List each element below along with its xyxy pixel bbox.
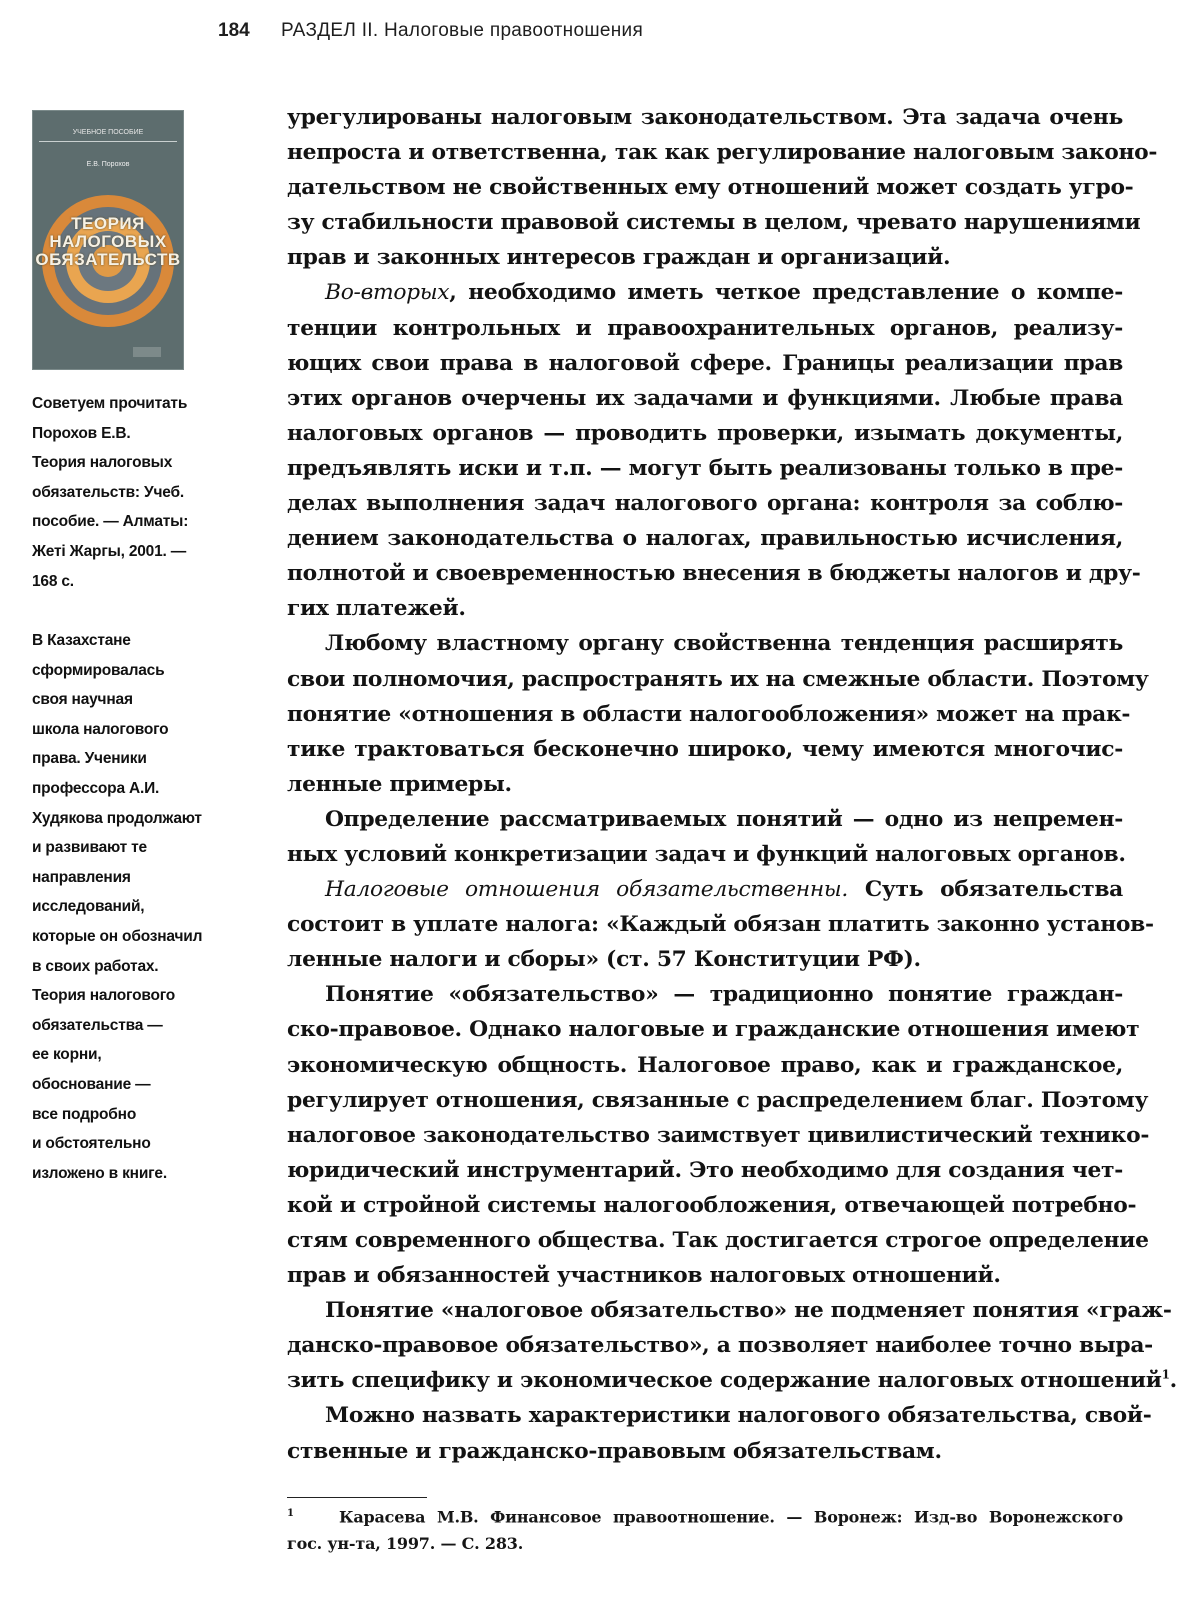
sidebar-line: и развивают те (32, 839, 147, 857)
sidebar-line: ее корни, (32, 1046, 102, 1064)
sidebar-line: обоснование — (32, 1075, 151, 1093)
sidebar-line: права. Ученики (32, 750, 147, 768)
body-line: налоговое законодательство заимствует цивилистический технико- (287, 1122, 1150, 1148)
footnote-text: Карасева М.В. Финансовое правоотношение. — Воронеж: Изд-во Воронежского (339, 1507, 1123, 1527)
sidebar-line: В Казахстане (32, 632, 131, 649)
body-line (287, 1363, 1177, 1398)
sidebar-line: сформировалась (32, 661, 165, 679)
sidebar-line: Порохов Е.В. (32, 424, 131, 442)
sidebar-line: все подробно (32, 1105, 137, 1123)
body-line: состоит в уплате налога: «Каждый обязан платить законно установ- (287, 912, 1154, 938)
body-line: экономическую общность. Налоговое право, как и гражданское, (287, 1052, 1123, 1078)
body-line-text: зить специфику и экономическое содержание налоговых отношений (287, 1368, 1162, 1394)
sidebar-line: в своих работах. (32, 957, 159, 975)
sidebar-line: изложено в книге. (32, 1164, 167, 1182)
sidebar-line: пособие. — Алматы: (32, 513, 189, 531)
sidebar-recommendation (32, 389, 252, 596)
body-line: Любому властному органу свойственна тенденция расширять (325, 631, 1123, 657)
sidebar-line: Теория налогового (32, 987, 176, 1005)
footnote-line (287, 1500, 1123, 1530)
body-line: ных условий конкретизации задач и функций налоговых органов. (287, 841, 1126, 867)
cover-title-line: НАЛОГОВЫХ (49, 232, 167, 251)
page-number: 184 (218, 20, 250, 41)
sidebar-line: Советуем прочитать (32, 395, 188, 412)
body-line: Определение рассматриваемых понятий — одно из непремен- (325, 806, 1123, 832)
sidebar-note (32, 626, 252, 1188)
body-line: свои полномочия, распространять их на смежные области. Поэтому (287, 666, 1149, 692)
cover-series: УЧЕБНОЕ ПОСОБИЕ (72, 129, 144, 136)
cover-author: Е.В. Порохов (86, 161, 130, 168)
main-text (287, 100, 1177, 1469)
sidebar-line: Жетi Жаргы, 2001. — (32, 542, 187, 560)
body-line: гих платежей. (287, 596, 466, 622)
body-line: непроста и ответственна, так как регулирование налоговым законо- (287, 140, 1158, 166)
body-line: ленные налоги и сборы» (ст. 57 Конституции РФ). (287, 947, 921, 973)
sidebar-line: 168 с. (32, 572, 74, 590)
body-line: ющих свои права в налоговой сфере. Границы реализации прав (287, 350, 1123, 376)
footnote-line: гос. ун-та, 1997. — С. 283. (287, 1534, 524, 1554)
body-line: регулирует отношения, связанные с распределением благ. Поэтому (287, 1087, 1149, 1113)
emphasis: Налоговые отношения обязательственны. (325, 877, 848, 903)
body-line: стям современного общества. Так достигается строгое определение (287, 1228, 1149, 1253)
sidebar-line: исследований, (32, 898, 145, 916)
body-line: Понятие «налоговое обязательство» не подменяет понятия «граж- (325, 1298, 1172, 1324)
footnote-divider (287, 1497, 427, 1498)
cover-title-line: ТЕОРИЯ (71, 214, 145, 233)
body-line: тенции контрольных и правоохранительных органов, реализу- (287, 315, 1123, 341)
body-line: кой и стройной системы налогообложения, отвечающей потребно- (287, 1192, 1137, 1218)
body-line-text: , необходимо иметь четкое представление о компе- (449, 280, 1123, 306)
book-cover-image (32, 110, 184, 370)
body-line: дательством не свойственных ему отношений может создать угро- (287, 175, 1134, 201)
body-line: предъявлять иски и т.п. — могут быть реализованы только в пре- (287, 455, 1123, 481)
body-line: делах выполнения задач налогового органа: контроля за соблю- (287, 491, 1123, 517)
body-line: зу стабильности правовой системы в целом, чревато нарушениями (287, 210, 1141, 236)
sidebar-line: направления (32, 868, 131, 886)
sidebar-line: профессора А.И. (32, 779, 160, 797)
sidebar-line: Худякова продолжают (32, 809, 202, 827)
sidebar-line: обязательства — (32, 1016, 163, 1034)
footnote-marker: 1 (287, 1508, 294, 1519)
footnote (287, 1500, 1123, 1557)
body-line: юридический инструментарий. Это необходимо для создания чет- (287, 1157, 1123, 1183)
cover-title-line: ОБЯЗАТЕЛЬСТВ (35, 250, 181, 269)
body-line: полнотой и своевременностью внесения в бюджеты налогов и дру- (287, 561, 1141, 587)
body-line: Можно назвать характеристики налогового обязательства, свой- (325, 1403, 1152, 1429)
section-title: РАЗДЕЛ II. Налоговые правоотношения (280, 20, 644, 41)
sidebar-line: школа налогового (32, 720, 169, 738)
sidebar-line: которые он обозначил (32, 927, 203, 945)
body-line: прав и обязанностей участников налоговых отношений. (287, 1263, 1001, 1289)
body-line: тике трактоваться бесконечно широко, чему имеются многочис- (287, 736, 1123, 762)
body-line: Понятие «обязательство» — традиционно понятие граждан- (325, 982, 1123, 1008)
body-line: дением законодательства о налогах, правильностью исчисления, (287, 526, 1123, 552)
body-line: данско-правовое обязательство», а позволяет наиболее точно выра- (287, 1333, 1153, 1359)
cover-title (33, 215, 183, 269)
body-line: налоговых органов — проводить проверки, изымать документы, (287, 420, 1123, 446)
body-line (287, 275, 1123, 310)
body-line: ственные и гражданско-правовым обязательствам. (287, 1438, 942, 1464)
body-line-text: . (1169, 1368, 1177, 1394)
body-line: этих органов очерчены их задачами и функциями. Любые права (287, 385, 1123, 411)
sidebar-line: своя научная (32, 691, 133, 709)
body-line: ленные примеры. (287, 771, 512, 797)
body-line: прав и законных интересов граждан и организаций. (287, 245, 951, 271)
running-header (218, 20, 643, 42)
sidebar-line: и обстоятельно (32, 1135, 151, 1153)
cover-divider (39, 141, 177, 142)
body-line: ско-правовое. Однако налоговые и гражданские отношения имеют (287, 1017, 1140, 1043)
sidebar-line: Теория налоговых (32, 454, 173, 472)
body-line: понятие «отношения в области налогообложения» может на прак- (287, 701, 1131, 727)
body-line-text: Суть обязательства (847, 877, 1123, 903)
emphasis: Во-вторых (325, 280, 450, 306)
footnote-reference[interactable]: 1 (1161, 1368, 1170, 1383)
body-line: урегулированы налоговым законодательством. Эта задача очень (287, 105, 1123, 130)
sidebar-line: обязательств: Учеб. (32, 483, 184, 501)
body-line (287, 872, 1123, 907)
